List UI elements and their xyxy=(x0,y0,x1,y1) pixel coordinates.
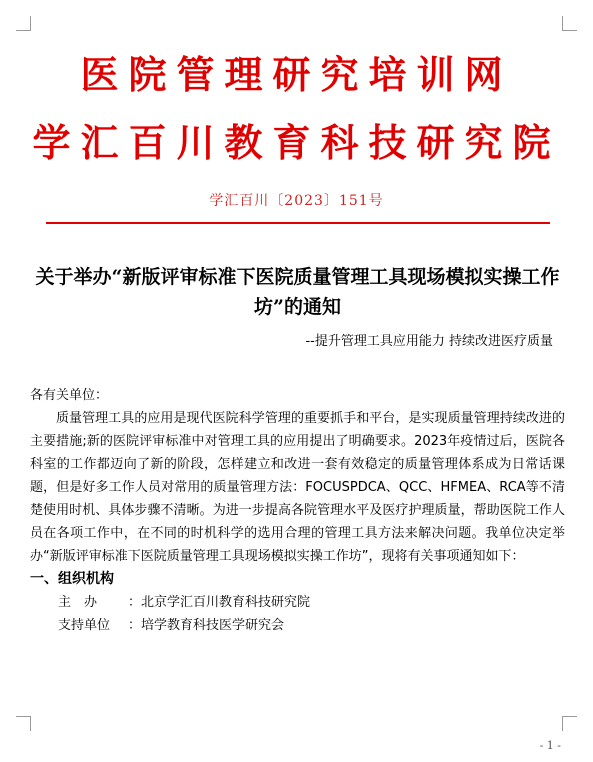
supporter-row: 支持单位 ：培学教育科技医学研究会 xyxy=(30,614,565,637)
page-corner-mark xyxy=(16,16,31,31)
supporter-label: 支持单位 xyxy=(58,618,111,633)
organizer-value: 北京学汇百川教育科技研究院 xyxy=(141,595,311,610)
page-corner-mark xyxy=(562,16,577,31)
page-corner-mark xyxy=(16,716,31,731)
organizer-row: 主办 ：北京学汇百川教育科技研究院 xyxy=(30,591,565,614)
page-number: - 1 - xyxy=(539,739,561,752)
notice-body xyxy=(30,384,565,637)
body-paragraph: 质量管理工具的应用是现代医院科学管理的重要抓手和平台，是实现质量管理持续改进的主要措施;新的医院评审标准中对管理工具的应用提出了明确要求。2023年疫情过后，医院各科室的工作都迈向了新的阶段，怎样建立和改进一套有效稳定的质量管理体系成为日常话课题，但是好多工作人员对常用的质量管理方法：FOCUSPDCA、QCC、HFMEA、RCA等不清楚使用时机、具体步骤不清晰。为进一步提高各院管理水平及医疗护理质量，帮助医院工作人员在各项工作中，在不同的时机科学的选用合理的管理工具方法来解决问题。我单位决定举办“新版评审标准下医院质量管理工具现场模拟实操工作坊”，现将有关事项通知如下： xyxy=(30,411,565,564)
notice-title: 关于举办“新版评审标准下医院质量管理工具现场模拟实操工作坊”的通知 xyxy=(35,266,560,318)
org-name-line-2: 学汇百川教育科技研究院 xyxy=(32,121,561,165)
section-heading-organization: 一、组织机构 xyxy=(30,571,114,587)
org-name-line-1: 医院管理研究培训网 xyxy=(80,53,513,97)
supporter-value: 培学教育科技医学研究会 xyxy=(141,618,285,633)
header-divider xyxy=(46,222,550,224)
organizer-label: 主办 xyxy=(58,595,111,610)
page-corner-mark xyxy=(562,716,577,731)
notice-subtitle: --提升管理工具应用能力 持续改进医疗质量 xyxy=(305,334,553,349)
document-number: 学汇百川〔2023〕151号 xyxy=(209,193,384,209)
salutation: 各有关单位： xyxy=(30,388,109,403)
